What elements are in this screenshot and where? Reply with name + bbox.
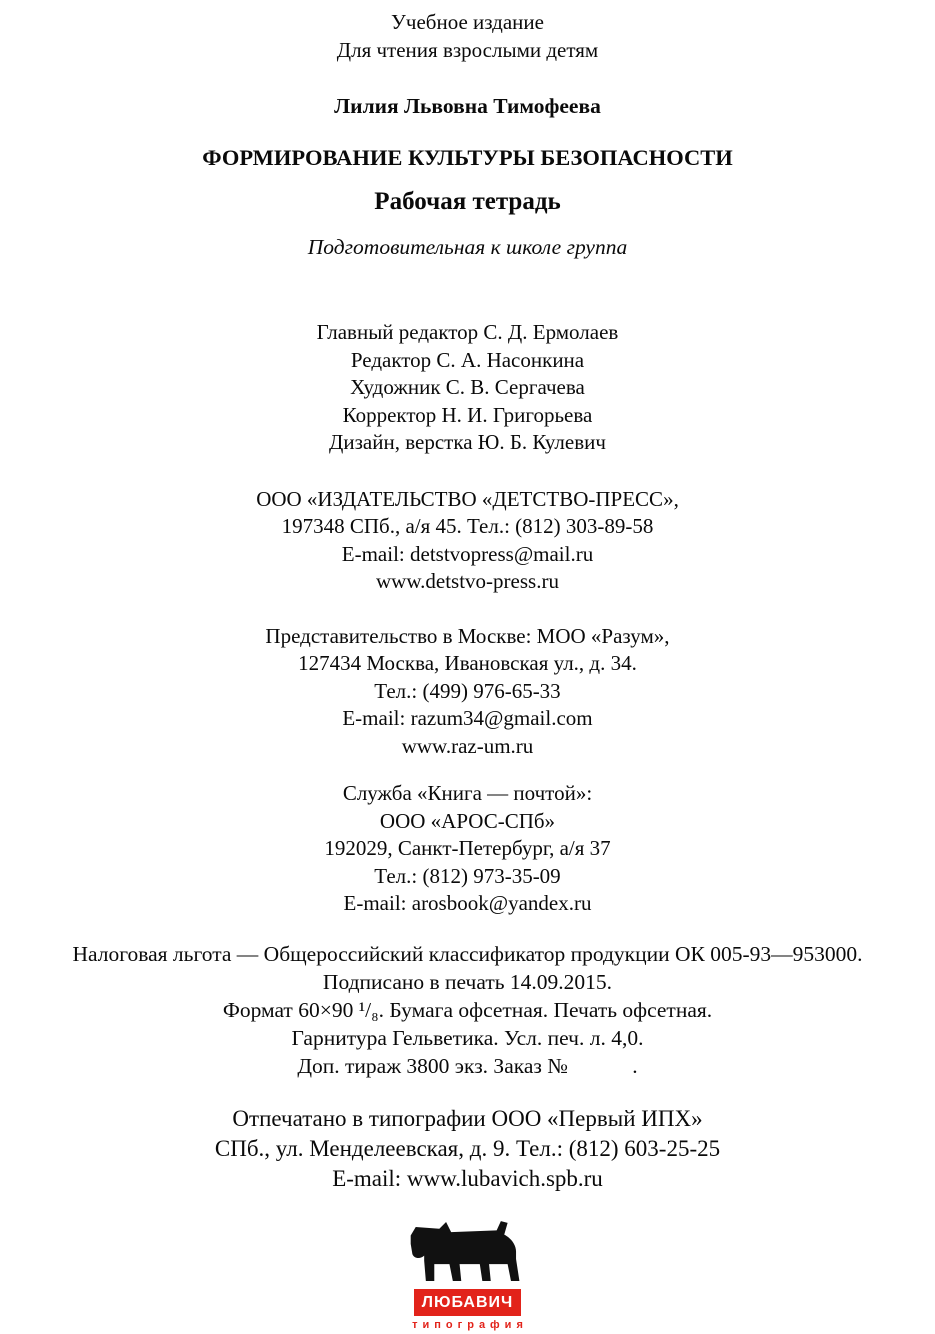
mail-service-company: ООО «АРОС-СПб»: [379, 808, 556, 833]
audience-note: Для чтения взрослыми детям: [336, 37, 599, 62]
credit-proofreader: Корректор Н. И. Григорьева: [342, 402, 593, 427]
edition-header: [0, 9, 935, 64]
format-paper-line: Формат 60×90 ¹/₈. Бумага офсетная. Печать офсетная.: [222, 997, 713, 1022]
credits-block: [0, 319, 935, 457]
moscow-office-website: www.raz-um.ru: [401, 733, 534, 758]
publisher-website: www.detstvo-press.ru: [376, 569, 559, 593]
printing-house-block: [0, 1104, 935, 1194]
signed-to-print-line: Подписано в печать 14.09.2015.: [322, 969, 613, 994]
publisher-address: 197348 СПб., а/я 45. Тел.: (812) 303-89-58: [281, 514, 654, 538]
credit-chief-editor: Главный редактор С. Д. Ермолаев: [316, 320, 619, 344]
mail-service-address: 192029, Санкт-Петербург, а/я 37: [324, 836, 611, 860]
moscow-office-phone: Тел.: (499) 976-65-33: [374, 678, 561, 703]
book-title: ФОРМИРОВАНИЕ КУЛЬТУРЫ БЕЗОПАСНОСТИ: [202, 145, 733, 170]
moscow-office-block: [0, 623, 935, 761]
moscow-office-email: E-mail: razum34@gmail.com: [342, 706, 593, 730]
printed-at-line: Отпечатано в типографии ООО «Первый ИПХ»: [232, 1105, 703, 1131]
scottie-dog-icon: [409, 1220, 527, 1288]
credit-editor: Редактор С. А. Насонкина: [350, 347, 585, 372]
tax-benefit-line: Налоговая льгота — Общероссийский классификатор продукции ОК 005-93—953000.: [72, 941, 863, 966]
edition-type: Учебное издание: [391, 10, 544, 34]
book-subtitle: Рабочая тетрадь: [374, 188, 561, 215]
publisher-name: ООО «ИЗДАТЕЛЬСТВО «ДЕТСТВО-ПРЕСС»,: [256, 486, 679, 511]
mail-service-phone: Тел.: (812) 973-35-09: [374, 863, 561, 888]
imprint-block: [0, 940, 935, 1080]
book-by-mail-block: [0, 780, 935, 918]
mail-service-title: Служба «Книга — почтой»:: [342, 781, 593, 805]
credit-design: Дизайн, верстка Ю. Б. Кулевич: [329, 430, 606, 454]
author-name: Лилия Львовна Тимофеева: [334, 94, 601, 118]
mail-service-email: E-mail: arosbook@yandex.ru: [343, 891, 592, 915]
age-group: Подготовительная к школе группа: [307, 235, 628, 259]
publisher-email: E-mail: detstvopress@mail.ru: [341, 541, 594, 566]
printing-email-line: E-mail: www.lubavich.spb.ru: [332, 1165, 603, 1191]
moscow-office-address: 127434 Москва, Ивановская ул., д. 34.: [298, 651, 637, 675]
logo-wordmark: ЛЮБАВИЧ: [414, 1289, 521, 1316]
printing-address-line: СПб., ул. Менделеевская, д. 9. Тел.: (812) 603-25-25: [214, 1135, 721, 1161]
credit-artist: Художник С. В. Сергачева: [350, 375, 585, 399]
moscow-office-name: Представительство в Москве: МОО «Разум»,: [265, 623, 670, 648]
printing-house-logo: [0, 1220, 935, 1331]
print-run-line: Доп. тираж 3800 экз. Заказ № .: [297, 1053, 638, 1078]
typeface-line: Гарнитура Гельветика. Усл. печ. л. 4,0.: [291, 1025, 644, 1050]
publisher-block: [0, 486, 935, 596]
logo-caption: типография: [412, 1318, 528, 1331]
